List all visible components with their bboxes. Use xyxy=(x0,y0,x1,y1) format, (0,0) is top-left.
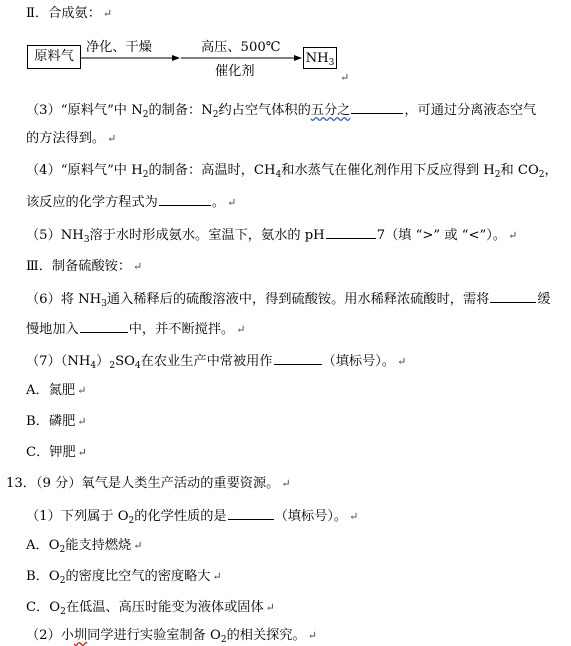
text-q13-optC_a: C．O xyxy=(26,600,61,615)
text-marks-para: ↵ xyxy=(397,355,407,368)
text-marks-para: ↵ xyxy=(236,323,246,336)
q6-answer-blank-1[interactable] xyxy=(490,290,536,303)
text-q13-optA_sub: 2 xyxy=(59,545,66,555)
text-q13-optC_sub: 2 xyxy=(60,607,66,617)
para-mark xyxy=(338,70,349,86)
text-q13-optB_b: 的密度比空气的密度略大 xyxy=(65,569,211,584)
text-q6-l1_c: 缓 xyxy=(537,292,551,307)
q6-answer-blank-2[interactable] xyxy=(80,320,128,333)
text-marks-para: ↵ xyxy=(102,7,113,20)
text-marks-para: ↵ xyxy=(133,539,143,552)
text-q7-sub3: 4 xyxy=(134,361,141,371)
text-marks-para: ↵ xyxy=(77,446,87,459)
text-section2-title: Ⅱ．合成氨： xyxy=(26,6,101,21)
text-q7-options-0: A．氮肥 xyxy=(26,383,76,398)
text-q7-sub2: 2 xyxy=(109,361,116,371)
text-q4-l1_sub3: 2 xyxy=(494,170,501,180)
q4-line-2 xyxy=(26,193,236,211)
text-q7-e: （填标号）。 xyxy=(322,354,396,369)
text-q4-l2_b: 。 xyxy=(211,195,226,210)
catalyst-label: 催化剂 xyxy=(215,64,255,79)
text-process-box2_main: NH xyxy=(305,51,329,66)
text-q6-l2_a: 慢地加入 xyxy=(26,322,79,337)
text-q3-l1_a: （3）“原料气”中 N xyxy=(26,103,143,118)
q5-line xyxy=(26,226,517,244)
text-q3-l1_sub: 2 xyxy=(142,110,149,120)
text-q13-optA_a: A．O xyxy=(26,538,60,553)
nh3-box xyxy=(303,47,337,69)
q6-line-2 xyxy=(26,320,245,338)
text-marks-para: ↵ xyxy=(107,132,117,145)
q3-answer-blank[interactable] xyxy=(351,101,403,114)
text-q5-b: 溶于水时形成氨水。室温下，氨水的 pH xyxy=(89,228,325,243)
text-q13-optA_b: 能支持燃烧 xyxy=(65,538,132,553)
text-q6-l1_b: 通入稀释后的硫酸溶液中，得到硫酸铵。用水稀释浓硫酸时，需将 xyxy=(106,292,490,307)
text-q4-l2_a: 该反应的化学方程式为 xyxy=(26,195,158,210)
text-q4-l1_c: 和水蒸气在催化剂作用下反应得到 H xyxy=(281,163,495,178)
text-q3-l1_sub2: 2 xyxy=(212,110,219,120)
text-q3-l1_b: 的制备：N xyxy=(148,103,213,118)
q13-option-c xyxy=(26,600,275,616)
text-marks-para: ↵ xyxy=(340,71,350,84)
text-q7-d: 在农业生产中常被用作 xyxy=(140,354,273,369)
text-q7-a: （7）（NH xyxy=(26,354,91,369)
q7-answer-blank[interactable] xyxy=(274,352,322,365)
q4-line-1 xyxy=(26,163,558,179)
text-section3-title: Ⅲ．制备硫酸铵： xyxy=(26,259,132,274)
section-3-title xyxy=(26,259,142,275)
text-q4-l1_d: 和 CO xyxy=(500,163,539,178)
text-q3-l1_c: 约占空气体积的 xyxy=(218,103,311,118)
text-q3-l2: 的方法得到。 xyxy=(26,131,106,146)
text-q7-c: SO xyxy=(115,354,135,369)
arrow-head-1 xyxy=(172,55,180,61)
text-q13-optC_b: 在低温、高压时能变为液体或固体 xyxy=(65,600,264,615)
text-q6-l1_sub: 3 xyxy=(101,299,107,309)
q13-answer-blank[interactable] xyxy=(228,507,274,520)
text-q13-sub2_sub: 2 xyxy=(220,635,227,645)
text-q7-sub: 4 xyxy=(90,361,97,371)
text-q4-l1_sub: 2 xyxy=(142,170,149,180)
q13-option-a xyxy=(26,538,142,554)
q4-answer-blank[interactable] xyxy=(159,193,211,206)
text-q6-l2_b: 中，并不断搅拌。 xyxy=(128,322,235,337)
text-marks-para: ↵ xyxy=(77,415,87,428)
purify-dry-label: 净化、干燥 xyxy=(86,40,152,55)
text-marks-para: ↵ xyxy=(133,260,143,273)
text-q13-optB_sub: 2 xyxy=(59,576,66,586)
text-q7-options-2: C．钾肥 xyxy=(26,445,76,460)
text-q4-l1_sub2: 4 xyxy=(275,170,282,180)
text-q13-sub1_sub: 2 xyxy=(128,516,135,526)
text-marks-para: ↵ xyxy=(349,510,359,523)
raw-gas-box: 原料气 xyxy=(27,45,81,69)
q3-line-1 xyxy=(26,101,536,119)
text-q4-l1_e: ， xyxy=(544,163,558,178)
q13-sub1 xyxy=(26,507,358,525)
text-q13-sub1_c: （填标号）。 xyxy=(274,509,348,524)
text-q13-sub2_c: 的相关探究。 xyxy=(226,628,306,643)
text-q5-sub: 3 xyxy=(83,235,90,245)
text-process-box2_sub: 3 xyxy=(328,58,335,68)
q13-option-b xyxy=(26,569,222,585)
text-q13-sub1_b: 的化学性质的是 xyxy=(134,509,227,524)
text-q13-sub2_wavy: 圳 xyxy=(73,628,88,643)
q13-sub2 xyxy=(26,628,317,644)
q3-line-2 xyxy=(26,131,116,147)
q5-answer-blank[interactable] xyxy=(326,226,376,239)
text-marks-para: ↵ xyxy=(212,570,222,583)
q7-line xyxy=(26,352,406,370)
q7-option-b xyxy=(26,414,86,430)
text-q13-sub2_b: 同学进行实验室制备 O xyxy=(87,628,221,643)
q7-option-a xyxy=(26,383,86,399)
arrow-head-2 xyxy=(294,55,302,61)
text-q4-l1_b: 的制备：高温时，CH xyxy=(148,163,276,178)
text-q5-a: （5）NH xyxy=(26,228,84,243)
text-q6-l1_a: （6）将 NH xyxy=(26,292,102,307)
text-q13-optB_a: B．O xyxy=(26,569,60,584)
text-q13-sub2_a: （2）小 xyxy=(26,628,74,643)
text-marks-para: ↵ xyxy=(281,477,291,490)
q13-header xyxy=(6,476,291,492)
text-q7-options-1: B．磷肥 xyxy=(26,414,76,429)
q7-option-c xyxy=(26,445,87,461)
text-q13-sub1_a: （1）下列属于 O xyxy=(26,509,129,524)
text-q4-l1_sub4: 2 xyxy=(538,170,545,180)
text-q3-l1_wavy: 五分之 xyxy=(310,103,351,118)
text-q3-l1_d: ，可通过分离液态空气 xyxy=(404,103,537,118)
text-marks-para: ↵ xyxy=(227,196,237,209)
text-q13-header: 13．（9 分）氧气是人类生产活动的重要资源。 xyxy=(6,476,280,491)
text-marks-para: ↵ xyxy=(265,601,275,614)
text-marks-para: ↵ xyxy=(77,384,87,397)
text-q4-l1_a: （4）“原料气”中 H xyxy=(26,163,143,178)
text-q5-c: 7（填 “>” 或 “<”）。 xyxy=(376,228,507,243)
text-marks-para: ↵ xyxy=(508,229,518,242)
condition-top-label: 高压、500℃ xyxy=(201,40,281,55)
q6-line-1 xyxy=(26,290,551,308)
text-q7-b: ） xyxy=(96,354,110,369)
text-marks-para: ↵ xyxy=(307,629,317,642)
